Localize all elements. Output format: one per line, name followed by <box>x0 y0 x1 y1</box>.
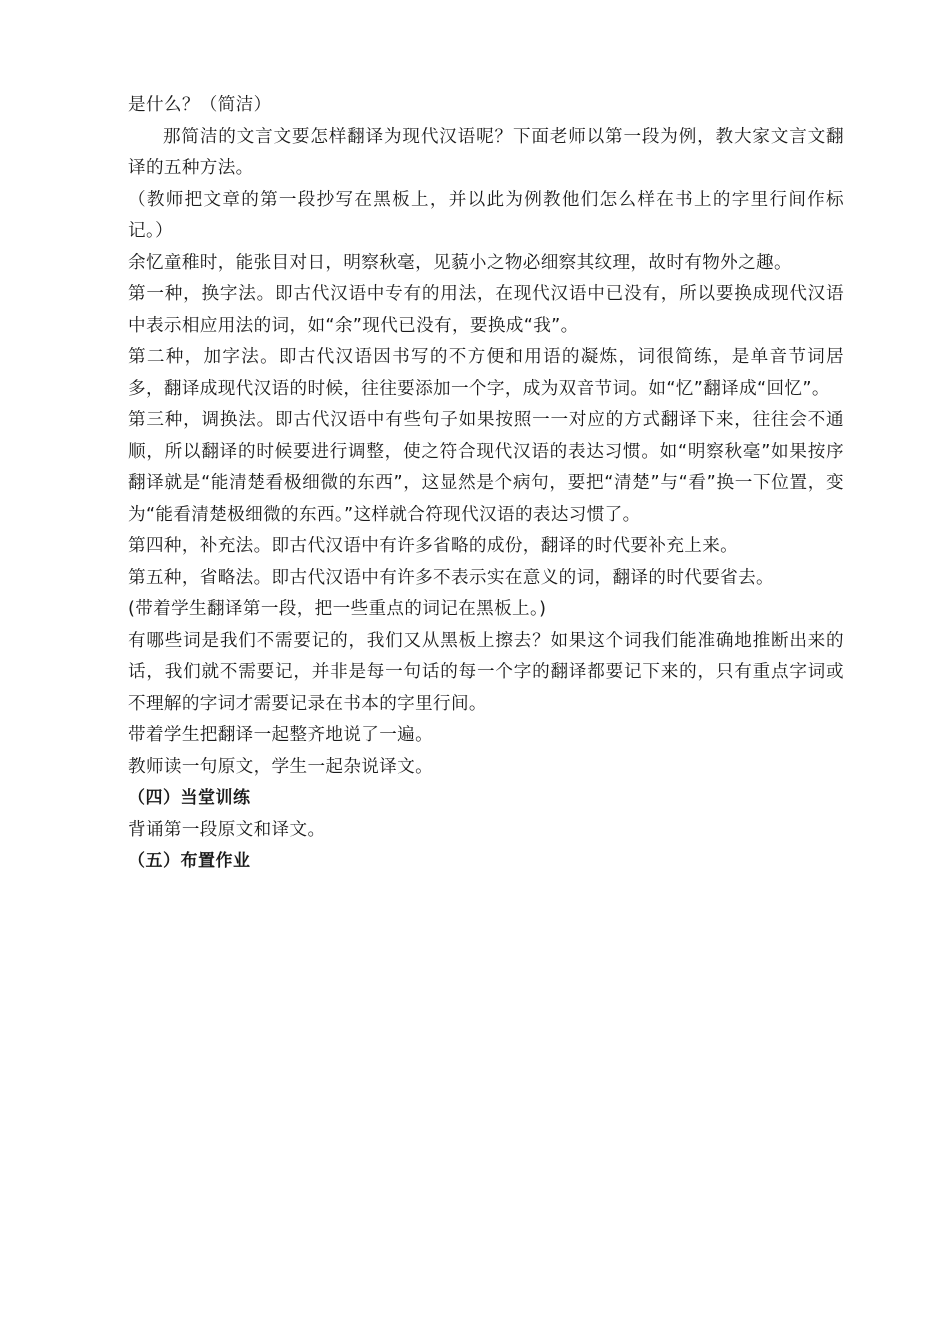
section-heading-homework-text: （五）布置作业 <box>128 851 251 871</box>
section-heading-practice <box>128 783 844 815</box>
paragraph-recite: 背诵第一段原文和译文。 <box>128 819 326 840</box>
paragraph-method-2: 第二种，加字法。即古代汉语因书写的不方便和用语的凝炼，词很简练，是单音节词居多，翻译成现代汉语的时候，往往要添加一个字，成为双音节词。如“忆”翻译成“回忆”。 <box>128 347 844 399</box>
paragraph-method-4: 第四种，补充法。即古代汉语中有许多省略的成份，翻译的时代要补充上来。 <box>128 536 739 556</box>
paragraph-original-text: 余忆童稚时，能张目对日，明察秋毫，见藐小之物必细察其纹理，故时有物外之趣。 <box>128 252 792 273</box>
paragraph-teacher-note: （教师把文章的第一段抄写在黑板上，并以此为例教他们怎么样在书上的字里行间作标记。） <box>128 189 844 241</box>
section-heading-homework <box>128 846 844 878</box>
paragraph-read-together: 带着学生把翻译一起整齐地说了一遍。 <box>128 725 434 745</box>
paragraph-teacher-reads: 教师读一句原文，学生一起杂说译文。 <box>128 756 434 777</box>
section-heading-practice-text: （四）当堂训练 <box>128 788 251 808</box>
paragraph-answer: 是什么？（简洁） <box>128 95 272 115</box>
paragraph-method-5: 第五种，省略法。即古代汉语中有许多不表示实在意义的词，翻译的时代要省去。 <box>128 567 774 588</box>
paragraph-method-3: 第三种，调换法。即古代汉语中有些句子如果按照一一对应的方式翻译下来，往往会不通顺，所以翻译的时候要进行调整，使之符合现代汉语的表达习惯。如“明察秋毫”如果按序翻译就是“能清楚看极细微的东西”，这显然是个病句，要把“清楚”与“看”换一下位置，变为“能看清楚极细微的东西。”这样就合符现代汉语的表达习惯了。 <box>128 410 844 525</box>
paragraph-intro-methods: 那简洁的文言文要怎样翻译为现代汉语呢？下面老师以第一段为例，教大家文言文翻译的五种方法。 <box>128 126 844 178</box>
paragraph-erase-words: 有哪些词是我们不需要记的，我们又从黑板上擦去？如果这个词我们能准确地推断出来的话，我们就不需要记，并非是每一句话的每一个字的翻译都要记下来的，只有重点字词或不理解的字词才需要记录在书本的字里行间。 <box>128 630 844 714</box>
paragraph-method-1: 第一种，换字法。即古代汉语中专有的用法，在现代汉语中已没有，所以要换成现代汉语中表示相应用法的词，如“余”现代已没有，要换成“我”。 <box>128 284 844 336</box>
document-page <box>128 90 844 878</box>
paragraph-translate-note: (带着学生翻译第一段，把一些重点的词记在黑板上。) <box>128 599 547 619</box>
